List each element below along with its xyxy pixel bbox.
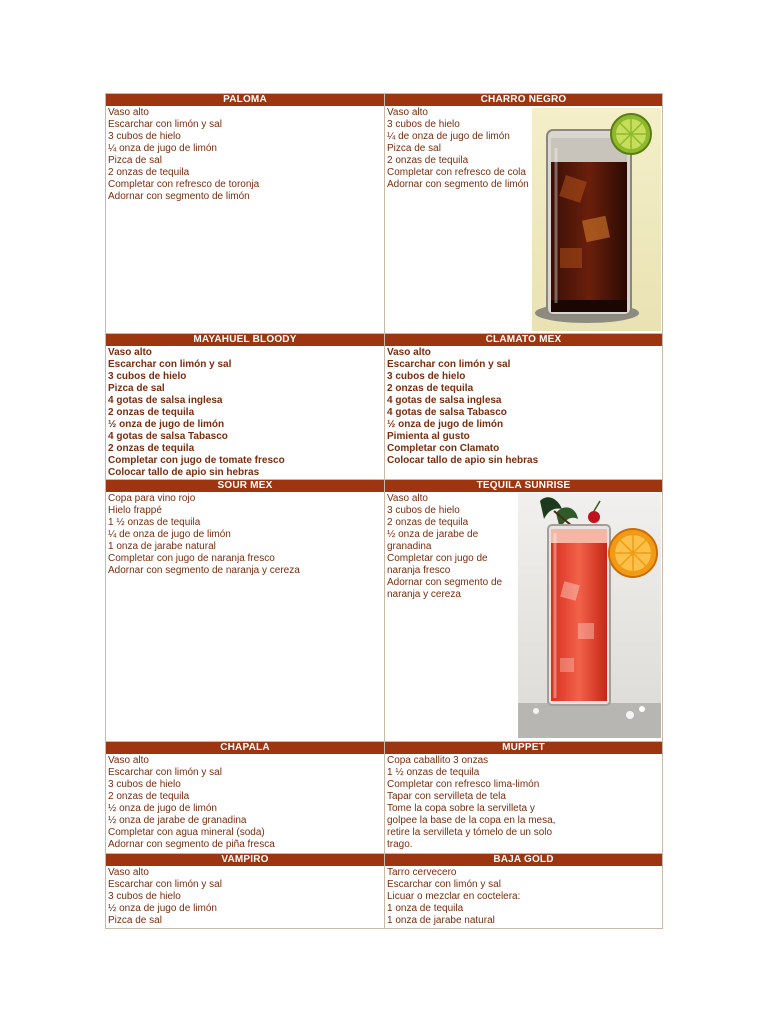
ingredient-line: Colocar tallo de apio sin hebras <box>387 455 539 466</box>
ingredient-line: Copa caballito 3 onzas <box>387 755 489 766</box>
ingredient-line: ½ onza de jarabe de granadina <box>108 815 247 826</box>
recipe-title: MUPPET <box>385 742 662 754</box>
ingredient-line: Escarchar con limón y sal <box>387 359 511 370</box>
ingredient-line: 2 onzas de tequila <box>387 383 474 394</box>
recipe-card-muppet <box>384 741 663 854</box>
ingredient-line: ¼ onza de jugo de limón <box>108 143 217 154</box>
ingredient-line: Adornar con segmento de limón <box>108 191 250 202</box>
ingredient-line: granadina <box>387 541 432 552</box>
recipe-card-paloma <box>105 93 385 334</box>
ingredient-line: Vaso alto <box>108 347 152 358</box>
ingredient-line: Tome la copa sobre la servilleta y <box>387 803 535 814</box>
ingredient-line: 2 onzas de tequila <box>108 443 195 454</box>
ingredient-line: Completar con Clamato <box>387 443 500 454</box>
ingredient-line: ¼ de onza de jugo de limón <box>108 529 231 540</box>
ingredient-line: Escarchar con limón y sal <box>108 879 222 890</box>
recipe-card-tequila-sunrise <box>384 479 663 742</box>
ingredient-line: 2 onzas de tequila <box>108 167 190 178</box>
recipe-title: CHARRO NEGRO <box>385 94 662 106</box>
ingredient-line: Licuar o mezclar en coctelera: <box>387 891 521 902</box>
ingredient-line: 4 gotas de salsa Tabasco <box>387 407 507 418</box>
ingredient-line: 3 cubos de hielo <box>387 505 460 516</box>
ingredient-line: ¼ de onza de jugo de limón <box>387 131 510 142</box>
recipe-title: TEQUILA SUNRISE <box>385 480 662 492</box>
ingredient-line: Tapar con servilleta de tela <box>387 791 506 802</box>
ingredient-line: Escarchar con limón y sal <box>108 119 222 130</box>
recipe-card-mayahuel-bloody <box>105 333 385 480</box>
ingredient-line: 1 ½ onzas de tequila <box>108 517 201 528</box>
ingredient-line: Colocar tallo de apio sin hebras <box>108 467 260 478</box>
recipe-row <box>105 853 663 929</box>
recipe-title: PALOMA <box>106 94 384 106</box>
ingredient-line: Pizca de sal <box>387 143 441 154</box>
ingredient-line: Completar con jugo de <box>387 553 488 564</box>
recipe-card-sour-mex <box>105 479 385 742</box>
ingredient-line: 4 gotas de salsa inglesa <box>108 395 223 406</box>
recipe-title: BAJA GOLD <box>385 854 662 866</box>
ingredient-line: Copa para vino rojo <box>108 493 196 504</box>
ingredient-line: 4 gotas de salsa inglesa <box>387 395 502 406</box>
ingredient-line: Completar con agua mineral (soda) <box>108 827 265 838</box>
ingredient-line: Escarchar con limón y sal <box>108 767 222 778</box>
recipe-card-clamato-mex <box>384 333 663 480</box>
ingredient-line: Completar con jugo de tomate fresco <box>108 455 285 466</box>
recipe-title: VAMPIRO <box>106 854 384 866</box>
sunrise-drink-photo <box>518 493 661 738</box>
ingredient-line: Completar con refresco de toronja <box>108 179 260 190</box>
ingredient-line: retire la servilleta y tómelo de un solo <box>387 827 553 838</box>
ingredient-line: 2 onzas de tequila <box>387 517 469 528</box>
recipe-title: CLAMATO MEX <box>385 334 662 346</box>
recipe-title: CHAPALA <box>106 742 384 754</box>
ingredient-line: Completar con jugo de naranja fresco <box>108 553 275 564</box>
recipe-card-baja-gold <box>384 853 663 929</box>
ingredient-line: Adornar con segmento de piña fresca <box>108 839 275 850</box>
ingredient-line: naranja fresco <box>387 565 451 576</box>
ingredient-line: 1 onza de tequila <box>387 903 464 914</box>
ingredient-line: Tarro cervecero <box>387 867 457 878</box>
ingredient-line: 3 cubos de hielo <box>108 371 187 382</box>
ingredient-line: ½ onza de jugo de limón <box>108 419 225 430</box>
recipe-card-chapala <box>105 741 385 854</box>
ingredient-line: ½ onza de jarabe de <box>387 529 479 540</box>
recipe-card-charro-negro <box>384 93 663 334</box>
ingredient-line: Adornar con segmento de naranja y cereza <box>108 565 300 576</box>
recipe-row <box>105 93 663 334</box>
recipe-title: SOUR MEX <box>106 480 384 492</box>
ingredient-line: 2 onzas de tequila <box>108 407 195 418</box>
ingredient-line: Pizca de sal <box>108 383 165 394</box>
ingredient-line: Vaso alto <box>387 493 428 504</box>
ingredient-line: Vaso alto <box>108 867 149 878</box>
ingredient-line: 3 cubos de hielo <box>108 891 181 902</box>
ingredient-line: ½ onza de jugo de limón <box>108 903 217 914</box>
recipe-card-vampiro <box>105 853 385 929</box>
ingredient-line: Vaso alto <box>387 347 431 358</box>
ingredient-line: 1 ½ onzas de tequila <box>387 767 480 778</box>
ingredient-line: 1 onza de jarabe natural <box>108 541 216 552</box>
ingredient-line: Escarchar con limón y sal <box>108 359 232 370</box>
ingredient-line: 3 cubos de hielo <box>387 371 466 382</box>
ingredient-line: 1 onza de jarabe natural <box>387 915 495 926</box>
ingredient-line: 4 gotas de salsa Tabasco <box>108 431 228 442</box>
recipe-row <box>105 479 663 742</box>
ingredient-line: 3 cubos de hielo <box>108 131 181 142</box>
ingredient-line: Adornar con segmento de <box>387 577 503 588</box>
ingredient-line: Hielo frappé <box>108 505 162 516</box>
ingredient-line: 3 cubos de hielo <box>387 119 460 130</box>
ingredient-line: Completar con refresco lima-limón <box>387 779 540 790</box>
recipe-row <box>105 741 663 854</box>
recipe-title: MAYAHUEL BLOODY <box>106 334 384 346</box>
ingredient-line: 2 onzas de tequila <box>387 155 469 166</box>
ingredient-line: Completar con refresco de cola <box>387 167 526 178</box>
ingredient-line: 2 onzas de tequila <box>108 791 190 802</box>
recipe-row <box>105 333 663 480</box>
ingredient-line: 3 cubos de hielo <box>108 779 181 790</box>
ingredient-line: Vaso alto <box>108 107 149 118</box>
ingredient-line: Pizca de sal <box>108 915 162 926</box>
ingredient-line: ½ onza de jugo de limón <box>108 803 217 814</box>
ingredient-line: Adornar con segmento de limón <box>387 179 529 190</box>
ingredient-line: ½ onza de jugo de limón <box>387 419 504 430</box>
ingredient-line: trago. <box>387 839 413 850</box>
cola-drink-photo <box>532 108 661 331</box>
ingredient-line: Vaso alto <box>387 107 428 118</box>
ingredient-line: Vaso alto <box>108 755 149 766</box>
ingredient-line: golpee la base de la copa en la mesa, <box>387 815 556 826</box>
ingredient-line: Pizca de sal <box>108 155 162 166</box>
ingredient-line: Escarchar con limón y sal <box>387 879 501 890</box>
ingredient-line: naranja y cereza <box>387 589 461 600</box>
ingredient-line: Pimienta al gusto <box>387 431 470 442</box>
